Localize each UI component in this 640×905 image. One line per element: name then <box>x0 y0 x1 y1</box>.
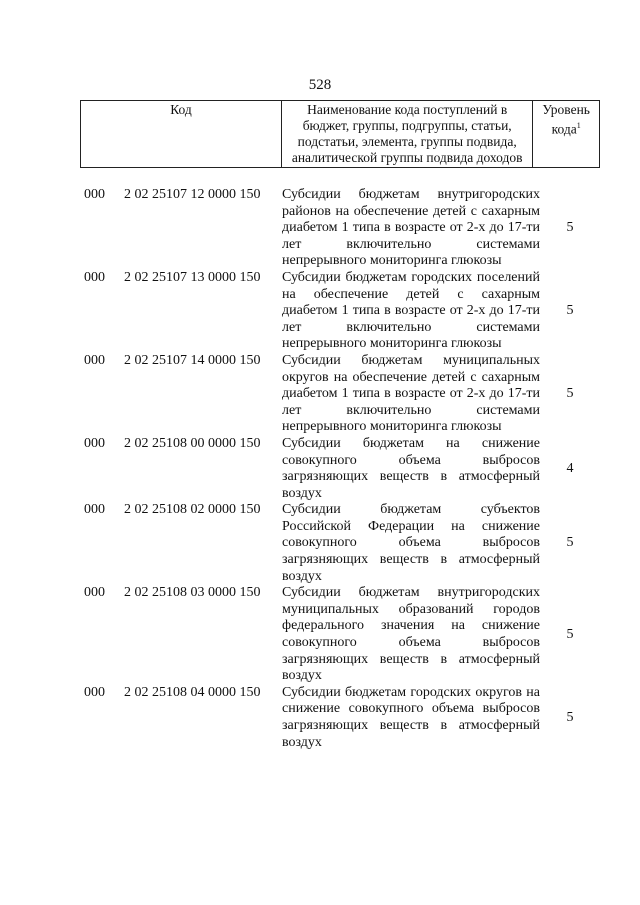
row-level: 5 <box>566 220 574 236</box>
row-level: 5 <box>566 386 574 402</box>
row-admin-code: 000 <box>84 435 105 451</box>
row-admin-code: 000 <box>84 187 105 202</box>
header-level-footnote: 1 <box>576 121 581 130</box>
row-code: 2 02 25108 04 0000 150 <box>124 684 261 700</box>
row-admin-code: 000 <box>84 585 105 601</box>
table-row <box>80 502 600 585</box>
row-admin-code: 000 <box>84 502 105 518</box>
row-code: 2 02 25107 12 0000 150 <box>124 187 261 202</box>
row-name: Субсидии бюджетам городских округов на снижение совокупного объема выбросов загрязняющих веществ в атмосферный воздух <box>282 684 540 750</box>
header-level <box>533 101 600 168</box>
row-level: 5 <box>566 535 574 551</box>
row-name: Субсидии бюджетам внутригородских муниципальных образований городов федерального значения на снижение совокупного объема выбросов загрязняющих веществ в атмосферный воздух <box>282 585 540 684</box>
table-row <box>80 270 600 353</box>
row-name: Субсидии бюджетам городских поселений на обеспечение детей с сахарным диабетом 1 типа в возрасте от 2-х до 17-ти лет включительно системами непрерывного мониторинга глюкозы <box>282 269 540 352</box>
row-name: Субсидии бюджетам на снижение совокупного объема выбросов загрязняющих веществ в атмосферный воздух <box>282 435 540 501</box>
row-name: Субсидии бюджетам субъектов Российской Федерации на снижение совокупного объема выбросов загрязняющих веществ в атмосферный воздух <box>282 502 540 584</box>
table-row <box>80 585 600 685</box>
row-admin-code: 000 <box>84 684 105 700</box>
header-name: Наименование кода поступлений в бюджет, группы, подгруппы, статьи, подстатьи, элемента, группы подвида, аналитической группы подвида доходов <box>281 101 532 168</box>
row-level: 5 <box>566 709 574 725</box>
row-code: 2 02 25108 03 0000 150 <box>124 585 261 601</box>
header-code: Код <box>81 101 282 168</box>
row-code: 2 02 25107 13 0000 150 <box>124 269 261 285</box>
row-admin-code: 000 <box>84 352 105 368</box>
row-level: 4 <box>566 460 574 476</box>
page-number: 528 <box>308 77 332 93</box>
row-code: 2 02 25108 00 0000 150 <box>124 435 261 451</box>
row-code: 2 02 25107 14 0000 150 <box>124 352 261 368</box>
row-level: 5 <box>566 626 574 642</box>
table-header <box>80 100 600 168</box>
row-code: 2 02 25108 02 0000 150 <box>124 502 261 518</box>
table-row <box>80 353 600 436</box>
row-level: 5 <box>566 303 574 319</box>
table-body <box>80 187 600 751</box>
row-name: Субсидии бюджетам муниципальных округов на обеспечение детей с сахарным диабетом 1 типа в возрасте от 2-х до 17-ти лет включительно системами непрерывного мониторинга глюкозы <box>282 352 540 435</box>
header-level-label: Уровень кода <box>542 102 590 137</box>
row-name: Субсидии бюджетам внутригородских районов на обеспечение детей с сахарным диабетом 1 типа в возрасте от 2-х до 17-ти лет включительно системами непрерывного мониторинга глюкозы <box>282 187 540 269</box>
table-row <box>80 187 600 270</box>
row-admin-code: 000 <box>84 269 105 285</box>
table-row <box>80 436 600 502</box>
table-row <box>80 685 600 751</box>
